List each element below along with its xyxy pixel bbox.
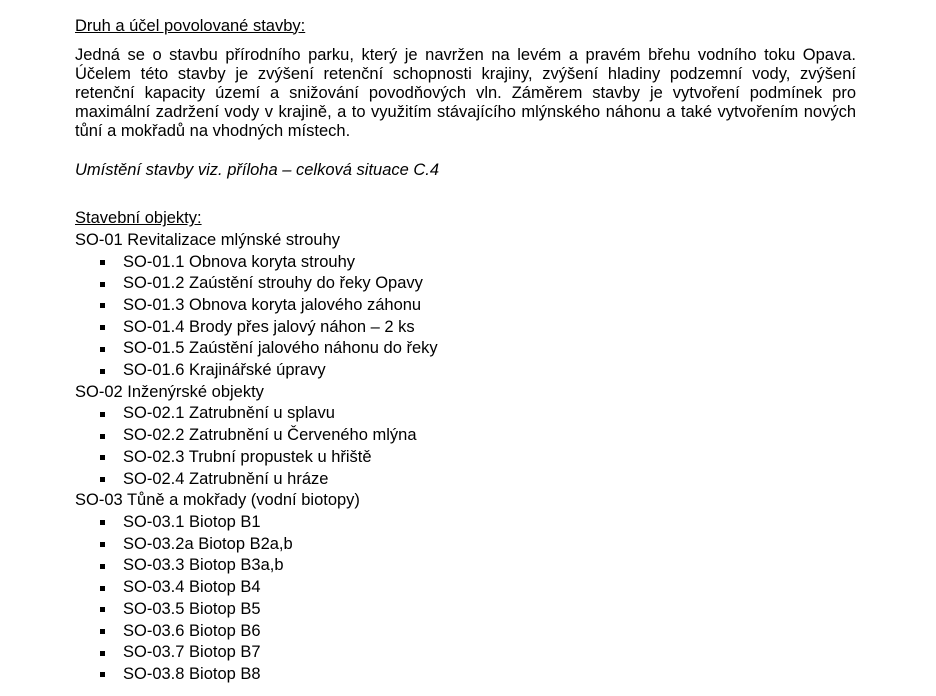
list-item: [75, 425, 855, 447]
square-bullet-icon: [100, 434, 105, 439]
list-item-label: SO-03.1 Biotop B1: [123, 512, 261, 531]
list-item: [75, 621, 855, 643]
list-item: [75, 252, 855, 274]
list-item-label: SO-02.3 Trubní propustek u hřiště: [123, 447, 372, 466]
paragraph-line: tůní a mokřadů na vhodných místech.: [75, 121, 351, 140]
list-item: [75, 599, 855, 621]
list-item: [75, 555, 855, 577]
list-item-label: SO-02.1 Zatrubnění u splavu: [123, 404, 335, 423]
square-bullet-icon: [100, 412, 105, 417]
list-item: [75, 577, 855, 599]
object-group-label: SO-03 Tůně a mokřady (vodní biotopy): [75, 491, 360, 510]
square-bullet-icon: [100, 672, 105, 677]
list-item: [75, 403, 855, 425]
list-item-label: SO-01.1 Obnova koryta strouhy: [123, 252, 356, 271]
paragraph-line: Účelem této stavby je zvýšení retenční schopnosti krajiny, zvýšení hladiny podzemní vody, zvýšení: [75, 64, 856, 83]
square-bullet-icon: [100, 607, 105, 612]
list-item-label: SO-03.4 Biotop B4: [123, 578, 261, 597]
object-group-label: SO-01 Revitalizace mlýnské strouhy: [75, 230, 341, 249]
paragraph-line: maximální zadržení vody v krajině, a to využitím stávajícího mlýnského náhonu a také vytvořením nových: [75, 102, 856, 121]
list-item-label: SO-02.2 Zatrubnění u Červeného mlýna: [123, 426, 417, 445]
description-paragraph: [75, 46, 856, 141]
list-item-label: SO-03.5 Biotop B5: [123, 599, 261, 618]
list-item-label: SO-03.8 Biotop B8: [123, 664, 261, 683]
list-item: [75, 664, 855, 686]
list-item-label: SO-01.6 Krajinářské úpravy: [123, 361, 326, 380]
square-bullet-icon: [100, 325, 105, 330]
list-item: [75, 338, 855, 360]
list-item: [75, 295, 855, 317]
square-bullet-icon: [100, 455, 105, 460]
square-bullet-icon: [100, 347, 105, 352]
list-item-label: SO-03.7 Biotop B7: [123, 643, 261, 662]
list-item: [75, 469, 855, 491]
list-item-label: SO-01.3 Obnova koryta jalového záhonu: [123, 295, 422, 314]
list-item-label: SO-01.4 Brody přes jalový náhon – 2 ks: [123, 317, 415, 336]
object-group-label: SO-02 Inženýrské objekty: [75, 382, 264, 401]
square-bullet-icon: [100, 260, 105, 265]
paragraph-line: Jedná se o stavbu přírodního parku, který je navržen na levém a pravém břehu vodního toku Opava.: [75, 45, 856, 64]
paragraph-line: retenční kapacity území a snižování povodňových vln. Záměrem stavby je vytvoření podmínek pro: [75, 83, 856, 102]
list-item-label: SO-01.2 Zaústění strouhy do řeky Opavy: [123, 274, 423, 293]
list-item-label: SO-03.6 Biotop B6: [123, 621, 261, 640]
list-item: [75, 317, 855, 339]
square-bullet-icon: [100, 303, 105, 308]
square-bullet-icon: [100, 369, 105, 374]
square-bullet-icon: [100, 586, 105, 591]
list-item-label: SO-03.2a Biotop B2a,b: [123, 534, 293, 553]
list-item: [75, 447, 855, 469]
building-objects-list: [75, 208, 855, 685]
square-bullet-icon: [100, 651, 105, 656]
list-item: [75, 642, 855, 664]
list-item: [75, 534, 855, 556]
square-bullet-icon: [100, 282, 105, 287]
list-item-label: SO-02.4 Zatrubnění u hráze: [123, 469, 329, 488]
square-bullet-icon: [100, 629, 105, 634]
square-bullet-icon: [100, 477, 105, 482]
list-item: [75, 512, 855, 534]
square-bullet-icon: [100, 542, 105, 547]
list-item: [75, 360, 855, 382]
list-item-label: SO-03.3 Biotop B3a,b: [123, 556, 284, 575]
list-item: [75, 273, 855, 295]
square-bullet-icon: [100, 520, 105, 525]
location-note: Umístění stavby viz. příloha – celková situace C.4: [75, 160, 440, 179]
objects-title: Stavební objekty:: [75, 209, 202, 228]
section-title: Druh a účel povolované stavby:: [75, 16, 306, 35]
list-item-label: SO-01.5 Zaústění jalového náhonu do řeky: [123, 339, 438, 358]
square-bullet-icon: [100, 564, 105, 569]
